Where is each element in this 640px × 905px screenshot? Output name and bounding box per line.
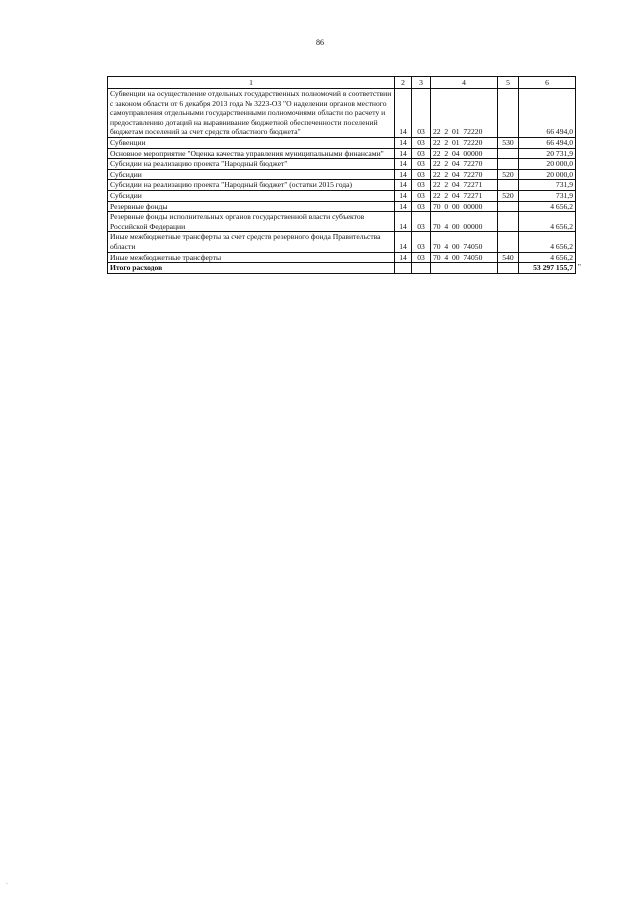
row-expense-type <box>498 148 519 159</box>
total-row <box>108 263 576 274</box>
row-section: 14 <box>395 159 412 170</box>
column-header-3: 3 <box>412 77 431 89</box>
row-expense-type: 540 <box>498 252 519 263</box>
total-blank-cell <box>395 263 412 274</box>
row-subsection: 03 <box>412 190 431 201</box>
total-label: Итого расходов <box>108 263 395 274</box>
row-subsection: 03 <box>412 232 431 252</box>
row-subsection: 03 <box>412 252 431 263</box>
row-section: 14 <box>395 169 412 180</box>
row-name: Иные межбюджетные трансферты за счет средств резервного фонда Правительства области <box>108 232 395 252</box>
row-expense-type <box>498 232 519 252</box>
column-header-6: 6 <box>519 77 576 89</box>
row-sum: 4 656,2 <box>519 232 576 252</box>
row-expense-type <box>498 89 519 138</box>
row-target-code: 70 4 00 74050 <box>431 232 498 252</box>
table-row <box>108 169 576 180</box>
table-row <box>108 232 576 252</box>
table-row <box>108 212 576 232</box>
row-name: Субвенции <box>108 137 395 148</box>
column-header-5: 5 <box>498 77 519 89</box>
row-target-code: 22 2 04 72270 <box>431 169 498 180</box>
table-row <box>108 252 576 263</box>
row-subsection: 03 <box>412 169 431 180</box>
table-row <box>108 180 576 191</box>
row-name: Резервные фонды исполнительных органов государственной власти субъектов Российской Федерации <box>108 212 395 232</box>
row-target-code: 22 2 04 00000 <box>431 148 498 159</box>
row-target-code: 70 4 00 00000 <box>431 212 498 232</box>
row-name: Резервные фонды <box>108 201 395 212</box>
table-row <box>108 137 576 148</box>
table-row <box>108 89 576 138</box>
row-subsection: 03 <box>412 159 431 170</box>
row-expense-type <box>498 212 519 232</box>
row-subsection: 03 <box>412 212 431 232</box>
row-section: 14 <box>395 212 412 232</box>
row-expense-type <box>498 159 519 170</box>
row-subsection: 03 <box>412 148 431 159</box>
row-section: 14 <box>395 252 412 263</box>
row-sum: 20 731,9 <box>519 148 576 159</box>
total-sum: 53 297 155,7 <box>533 263 573 273</box>
table-row <box>108 201 576 212</box>
row-sum: 4 656,2 <box>519 212 576 232</box>
row-sum: 731,9 <box>519 180 576 191</box>
budget-table <box>107 76 581 274</box>
row-section: 14 <box>395 180 412 191</box>
row-target-code: 22 2 04 72270 <box>431 159 498 170</box>
corner-mark: . <box>6 878 8 886</box>
row-sum: 4 656,2 <box>519 252 576 263</box>
row-target-code: 22 2 04 72271 <box>431 180 498 191</box>
row-target-code: 70 0 00 00000 <box>431 201 498 212</box>
row-section: 14 <box>395 137 412 148</box>
row-sum: 20 000,0 <box>519 159 576 170</box>
total-blank-cell <box>498 263 519 274</box>
row-section: 14 <box>395 89 412 138</box>
column-header-1: 1 <box>108 77 395 89</box>
table-row <box>108 159 576 170</box>
row-target-code: 22 2 04 72271 <box>431 190 498 201</box>
row-target-code: 22 2 01 72220 <box>431 137 498 148</box>
total-blank-cell <box>412 263 431 274</box>
row-name: Субсидии на реализацию проекта "Народный бюджет" <box>108 159 395 170</box>
row-sum: 20 000,0 <box>519 169 576 180</box>
row-name: Субсидии <box>108 169 395 180</box>
row-expense-type: 530 <box>498 137 519 148</box>
row-subsection: 03 <box>412 89 431 138</box>
row-subsection: 03 <box>412 180 431 191</box>
row-section: 14 <box>395 148 412 159</box>
row-section: 14 <box>395 232 412 252</box>
row-target-code: 70 4 00 74050 <box>431 252 498 263</box>
row-subsection: 03 <box>412 137 431 148</box>
page-number: 86 <box>316 38 324 47</box>
row-sum: 731,9 <box>519 190 576 201</box>
total-blank-cell <box>431 263 498 274</box>
row-expense-type: 520 <box>498 190 519 201</box>
row-expense-type <box>498 180 519 191</box>
row-sum: 4 656,2 <box>519 201 576 212</box>
table-row <box>108 190 576 201</box>
row-section: 14 <box>395 201 412 212</box>
total-sum-cell <box>519 262 581 274</box>
row-expense-type <box>498 201 519 212</box>
row-section: 14 <box>395 190 412 201</box>
table-header-row <box>108 77 576 89</box>
column-header-2: 2 <box>395 77 412 89</box>
row-expense-type: 520 <box>498 169 519 180</box>
row-target-code: 22 2 01 72220 <box>431 89 498 138</box>
row-subsection: 03 <box>412 201 431 212</box>
row-name: Субвенции на осуществление отдельных государственных полномочий в соответствии с законом области от 6 декабря 2013 года № 3223-ОЗ "О наделении органов местного самоуправления отдельными государственными полномочиями области по расчету и предоставлению дотаций на выравнивание бюджетной обеспеченности поселений бюджетам поселений за счет средств областного бюджета" <box>108 89 395 138</box>
row-sum: 66 494,0 <box>519 137 576 148</box>
row-sum: 66 494,0 <box>519 89 576 138</box>
row-name: Иные межбюджетные трансферты <box>108 252 395 263</box>
row-name: Основное мероприятие "Оценка качества управления муниципальными финансами" <box>108 148 395 159</box>
column-header-4: 4 <box>431 77 498 89</box>
closing-quote: " <box>577 262 581 272</box>
row-name: Субсидии на реализацию проекта "Народный бюджет" (остатки 2015 года) <box>108 180 395 191</box>
row-name: Субсидии <box>108 190 395 201</box>
table-row <box>108 148 576 159</box>
